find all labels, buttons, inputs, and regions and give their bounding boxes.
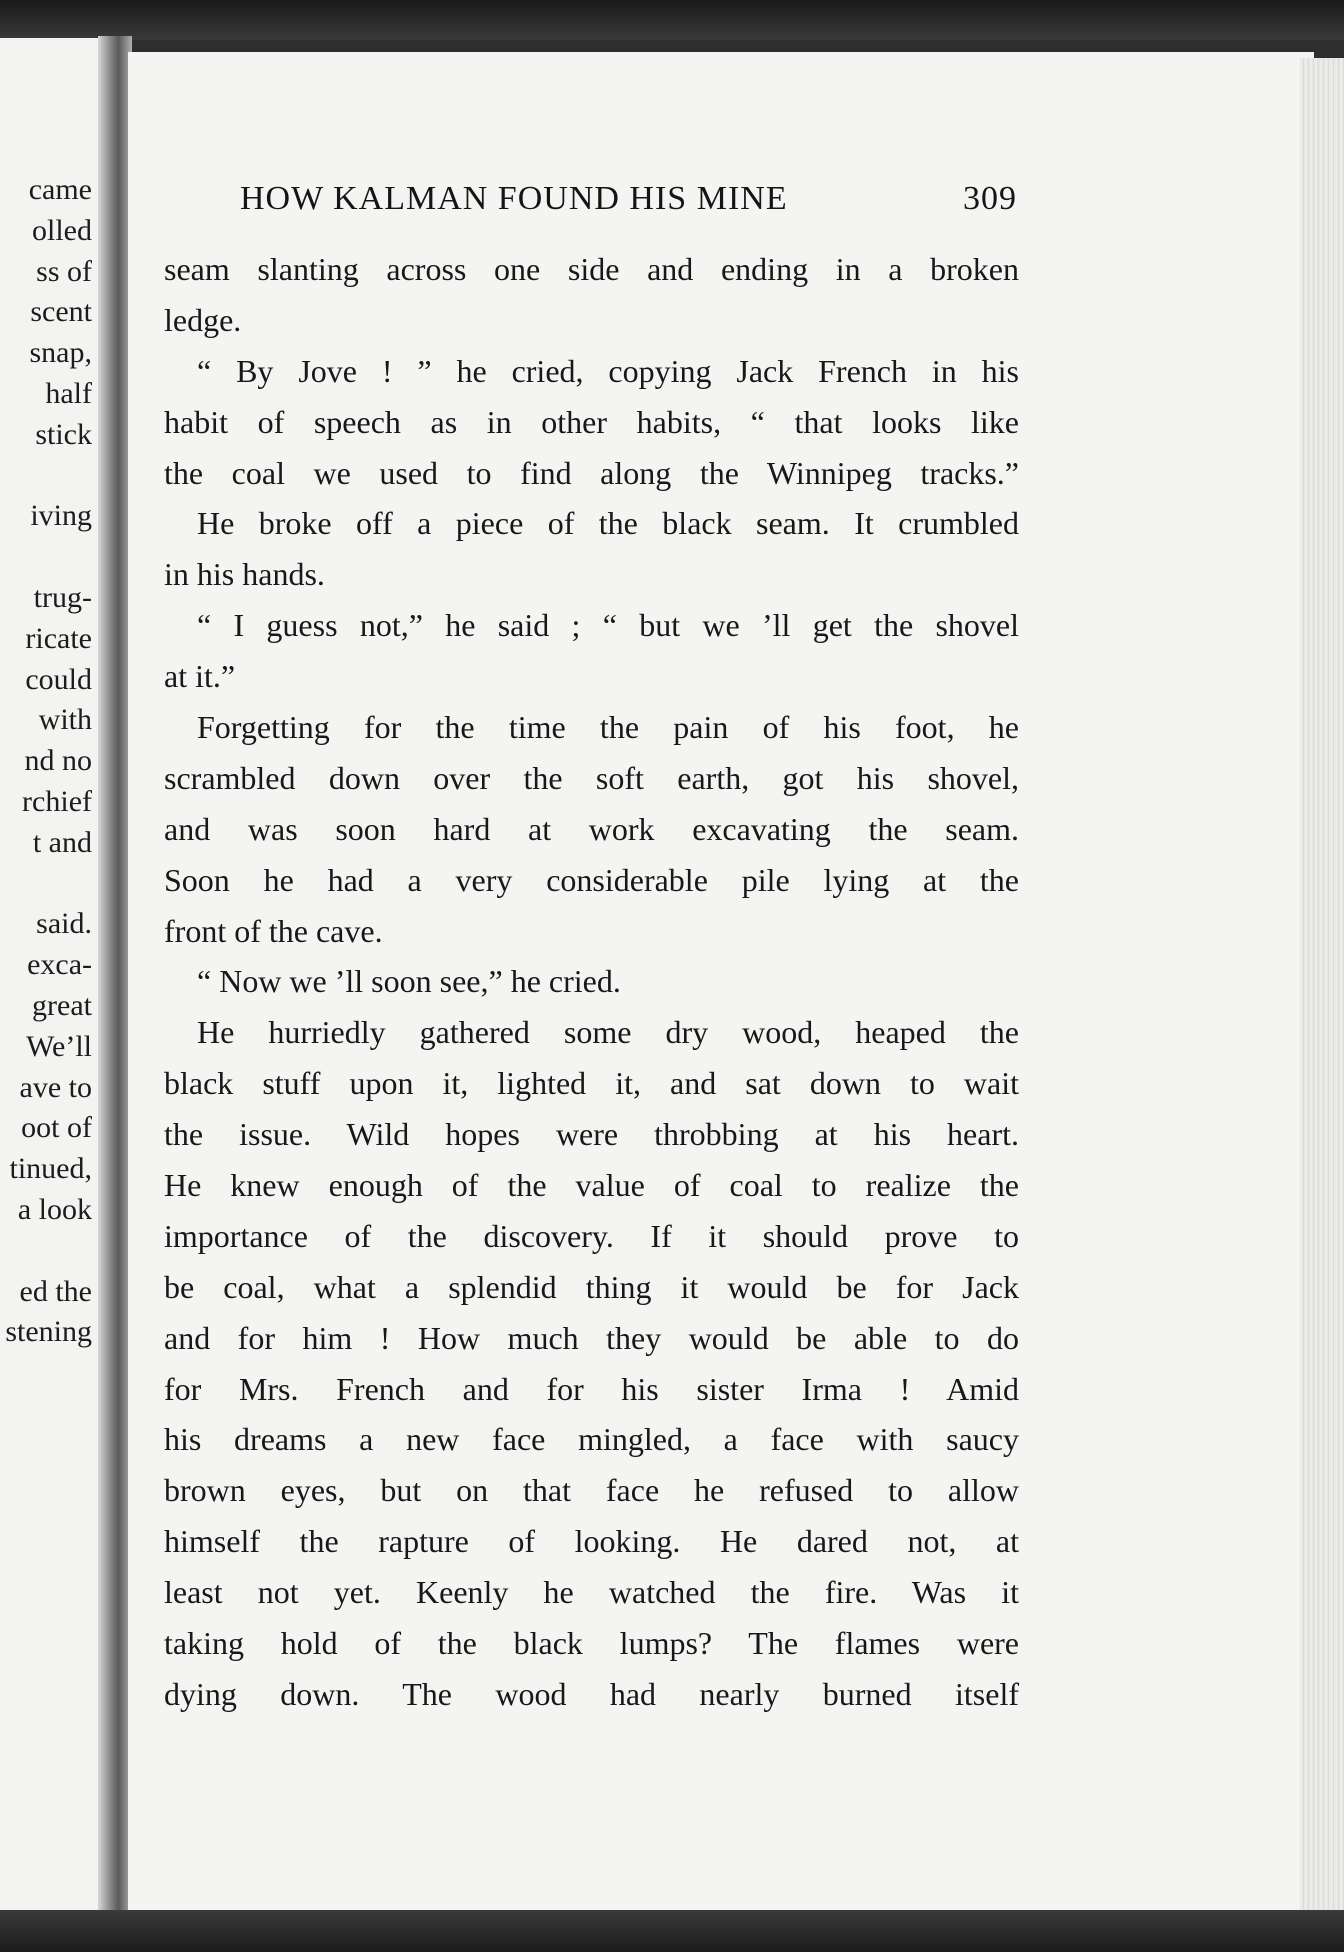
text-line: “ I guess not,” he said ; “ but we ’ll get the shovel <box>197 607 1019 644</box>
text-line: He hurriedly gathered some dry wood, heaped the <box>197 1014 1019 1051</box>
text-line: in his hands. <box>164 556 325 593</box>
text-line: seam slanting across one side and ending in a broken <box>164 251 1019 287</box>
left-page-fragment: half <box>45 377 92 410</box>
left-page-fragment: ss of <box>36 254 92 288</box>
text-line: the issue. Wild hopes were throbbing at his heart. <box>164 1116 1019 1153</box>
previous-page-edge <box>0 38 98 1918</box>
left-page-fragment: nd no <box>24 744 92 778</box>
book-page <box>128 52 1314 1920</box>
left-page-fragment: snap, <box>29 336 92 370</box>
text-line: “ Now we ’ll soon see,” he cried. <box>197 963 621 1000</box>
left-page-fragment: trug- <box>33 581 92 614</box>
text-line: scrambled down over the soft earth, got his shovel, <box>164 759 1019 796</box>
text-line: Forgetting for the time the pain of his foot, he <box>197 709 1019 746</box>
text-line: be coal, what a splendid thing it would be for Jack <box>164 1268 1019 1305</box>
left-page-fragment: t and <box>32 825 92 859</box>
scan-bottom-edge <box>0 1910 1344 1952</box>
text-line: habit of speech as in other habits, “ that looks like <box>164 403 1019 440</box>
page-number: 309 <box>963 180 1017 217</box>
left-page-fragment: oot of <box>21 1111 92 1145</box>
left-page-fragment: ricate <box>25 621 92 655</box>
body-text <box>164 244 1019 1720</box>
text-line: for Mrs. French and for his sister Irma ! Amid <box>164 1370 1019 1407</box>
left-page-fragment: olled <box>32 213 92 247</box>
text-line: and for him ! How much they would be able to do <box>164 1319 1019 1356</box>
running-head <box>128 180 1314 230</box>
left-page-fragment: rchief <box>22 785 92 818</box>
page-fore-edge <box>1300 58 1344 1918</box>
left-page-fragment: great <box>32 989 92 1022</box>
text-line: his dreams a new face mingled, a face with saucy <box>164 1421 1019 1458</box>
text-line: himself the rapture of looking. He dared not, at <box>164 1523 1019 1560</box>
text-line: and was soon hard at work excavating the seam. <box>164 810 1019 847</box>
left-page-fragment: said. <box>36 907 92 941</box>
text-line: He knew enough of the value of coal to realize the <box>164 1167 1019 1204</box>
left-page-fragment: We’ll <box>26 1029 92 1063</box>
left-page-fragment: exca- <box>27 948 92 982</box>
text-line: the coal we used to find along the Winnipeg tracks.” <box>164 454 1019 491</box>
text-line: least not yet. Keenly he watched the fire. Was it <box>164 1574 1019 1611</box>
left-page-fragment: scent <box>30 295 92 329</box>
left-page-fragment: came <box>28 173 92 206</box>
chapter-title: HOW KALMAN FOUND HIS MINE <box>240 180 788 217</box>
book-gutter <box>98 36 132 1920</box>
left-page-fragment: iving <box>30 499 92 533</box>
text-line: brown eyes, but on that face he refused to allow <box>164 1472 1019 1509</box>
text-line: taking hold of the black lumps? The flames were <box>164 1625 1019 1662</box>
text-line: ledge. <box>164 301 242 338</box>
text-line: He broke off a piece of the black seam. It crumbled <box>197 505 1019 542</box>
text-line: Soon he had a very considerable pile lying at the <box>164 861 1019 898</box>
left-page-fragment: tinued, <box>9 1152 92 1186</box>
left-page-fragment: stick <box>35 417 92 451</box>
left-page-fragment: ed the <box>19 1274 92 1308</box>
text-line: importance of the discovery. If it should prove to <box>164 1217 1019 1254</box>
left-page-fragment: ave to <box>19 1070 92 1104</box>
text-line: dying down. The wood had nearly burned itself <box>164 1675 1019 1712</box>
text-line: at it.” <box>164 658 236 695</box>
left-page-fragment: with <box>38 703 92 737</box>
left-page-fragment: stening <box>5 1315 92 1349</box>
text-line: front of the cave. <box>164 912 383 949</box>
left-page-fragment: could <box>25 662 92 696</box>
scan-top-edge <box>0 0 1344 40</box>
left-page-fragment: a look <box>17 1193 92 1226</box>
text-line: black stuff upon it, lighted it, and sat down to wait <box>164 1065 1019 1102</box>
text-line: “ By Jove ! ” he cried, copying Jack French in his <box>197 352 1019 389</box>
